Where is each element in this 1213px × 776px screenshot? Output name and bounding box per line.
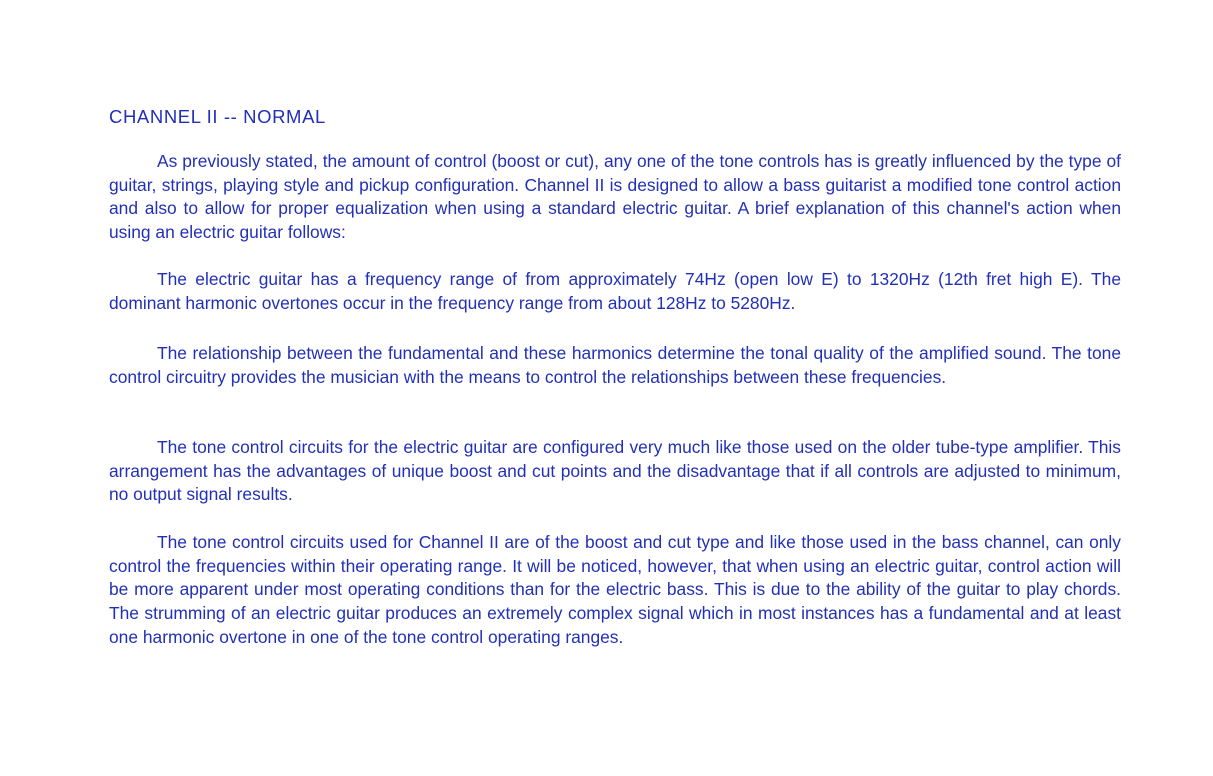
- paragraph-harmonics-relationship: The relationship between the fundamental and these harmonics determine the tonal quality of the amplified sound. The tone control circuitry provides the musician with the means to control the relationships between these frequencies.: [109, 343, 1121, 387]
- paragraph-frequency-range: The electric guitar has a frequency range of from approximately 74Hz (open low E) to 1320Hz (12th fret high E). The dominant harmonic overtones occur in the frequency range from about 128Hz to 5280Hz.: [109, 269, 1121, 313]
- paragraph-boost-cut-circuits: The tone control circuits used for Channel II are of the boost and cut type and like those used in the bass channel, can only control the frequencies within their operating range. It will be noticed, however, that when using an electric guitar, control action will be more apparent under most operating conditions than for the electric bass. This is due to the ability of the guitar to play chords. The strumming of an electric guitar produces an extremely complex signal which in most instances has a fundamental and at least one harmonic overtone in one of the tone control operating ranges.: [109, 532, 1121, 647]
- paragraph-tube-type-circuits: The tone control circuits for the electric guitar are configured very much like those used on the older tube-type amplifier. This arrangement has the advantages of unique boost and cut points and the disadvantage that if all controls are adjusted to minimum, no output signal results.: [109, 437, 1121, 505]
- paragraph-channel-overview: As previously stated, the amount of control (boost or cut), any one of the tone controls has is greatly influenced by the type of guitar, strings, playing style and pickup configuration. Channel II is designed to allow a bass guitarist a modified tone control action and also to allow for proper equalization when using a standard electric guitar. A brief explanation of this channel's action when using an electric guitar follows:: [109, 151, 1121, 243]
- section-heading: CHANNEL II -- NORMAL: [109, 106, 326, 127]
